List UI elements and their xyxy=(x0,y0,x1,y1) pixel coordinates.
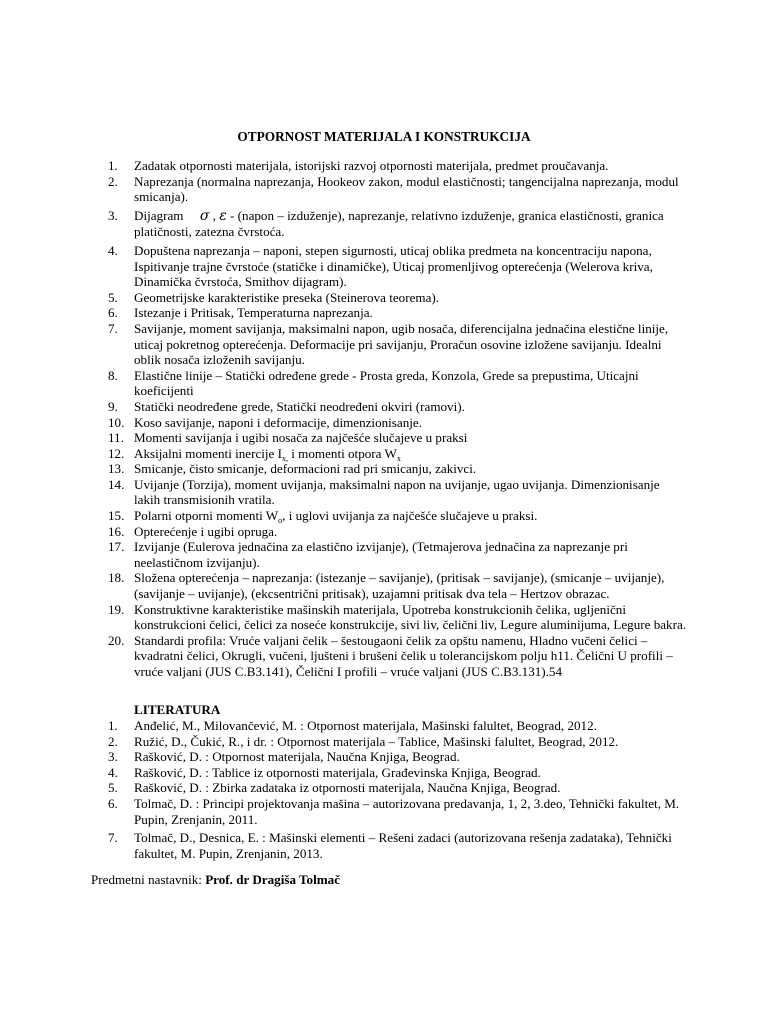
topic-text: Uvijanje (Torzija), moment uvijanja, maksimalni napon na uvijanje, ugao uvijanja. Dimenzionisanje lakih transmisionih vratila. xyxy=(134,476,660,508)
literature-number: 6. xyxy=(108,795,118,811)
topic-text: Standardi profila: Vruće valjani čelik – šestougaoni čelik za opštu namenu, Hladno vučeni čelici – kvadratni čelici, Okrugli, vučeni, ljušteni i brušeni čelik u tolerancijskom polju h11. Čelični U profili – vruće valjani (JUS C.B3.141), Čelični I profili – vruće valjani (JUS C.B3.131).54 xyxy=(134,632,673,679)
teacher-label: Predmetni nastavnik: xyxy=(91,872,206,887)
topic-item xyxy=(108,446,688,462)
topic-text: Dopuštena naprezanja – naponi, stepen sigurnosti, uticaj oblika predmeta na koncentraciju napona, Ispitivanje trajne čvrstoće (statičke i dinamičke), Uticaj promenljivog opterećenja (Welerova kriva, Dinamička čvrstoća, Smithov dijagram). xyxy=(134,242,653,290)
topic-item xyxy=(108,158,688,174)
topic-number: 8. xyxy=(108,367,118,383)
topic-text: Elastične linije – Statički određene grede - Prosta greda, Konzola, Grede sa prepustima, Uticajni koeficijenti xyxy=(134,367,639,399)
topic-text-continued: i momenti otpora W xyxy=(288,445,397,461)
sigma-symbol: σ xyxy=(199,207,210,224)
literature-item xyxy=(108,796,688,827)
literature-item xyxy=(108,718,688,734)
topic-item xyxy=(108,524,688,540)
topic-number: 5. xyxy=(108,289,118,305)
teacher-line xyxy=(91,872,340,888)
topic-number: 13. xyxy=(108,461,125,477)
topic-item xyxy=(108,368,688,399)
topic-text: Opterećenje i ugibi opruga. xyxy=(134,523,278,539)
topic-number: 17. xyxy=(108,539,125,555)
literature-heading: LITERATURA xyxy=(134,702,221,717)
subscript: x, xyxy=(282,453,288,463)
topic-item xyxy=(108,461,688,477)
topic-number: 7. xyxy=(108,320,118,336)
literature-item xyxy=(108,765,688,781)
subscript: o xyxy=(278,516,283,526)
subscript: x xyxy=(396,453,401,463)
topic-text: Geometrijske karakteristike preseka (Steinerova teorema). xyxy=(134,289,440,305)
topic-item xyxy=(108,508,688,524)
topic-text: Izvijanje (Eulerova jednačina za elastično izvijanje), (Tetmajerova jednačina za naprezanje pri neelastičnom izvijanju). xyxy=(134,539,628,570)
topics-list xyxy=(108,158,688,680)
topic-number: 15. xyxy=(108,508,125,524)
topic-item xyxy=(108,174,688,205)
literature-number: 2. xyxy=(108,733,118,749)
topic-number: 2. xyxy=(108,173,118,189)
topic-item xyxy=(108,570,688,601)
topic-text: Naprezanja (normalna naprezanja, Hookeov zakon, modul elastičnosti; tangencijalna naprezanja, modul smicanja). xyxy=(134,173,679,205)
topic-item xyxy=(108,415,688,431)
topic-item xyxy=(108,290,688,306)
topic-text: Smicanje, čisto smicanje, deformacioni rad pri smicanju, zakivci. xyxy=(134,461,477,477)
literature-text: Ružić, D., Čukić, R., i dr. : Otpornost materijala – Tablice, Mašinski falultet, Beograd, 2012. xyxy=(134,733,619,749)
literature-text: Tolmač, D. : Principi projektovanja mašina – autorizovana predavanja, 1, 2, 3.deo, Tehnički fakultet, M. Pupin, Zrenjanin, 2011. xyxy=(134,795,680,827)
topic-number: 4. xyxy=(108,242,118,258)
topic-text-continued: , i uglovi uvijanja za najčešće slučajeve u praksi. xyxy=(282,508,538,524)
topic-text: Koso savijanje, naponi i deformacije, dimenzionisanje. xyxy=(134,414,422,430)
literature-text: Anđelić, M., Milovančević, M. : Otpornost materijala, Mašinski falultet, Beograd, 2012. xyxy=(134,718,597,733)
topic-number: 1. xyxy=(108,158,118,173)
literature-number: 4. xyxy=(108,764,118,780)
literature-item xyxy=(108,749,688,765)
topic-item xyxy=(108,243,688,290)
topic-item xyxy=(108,477,688,508)
topic-item xyxy=(108,321,688,368)
topic-number: 9. xyxy=(108,398,118,414)
topic-item xyxy=(108,430,688,446)
literature-item xyxy=(108,780,688,796)
topic-number: 12. xyxy=(108,445,125,461)
topic-text-continued: - (napon – izduženje), naprezanje, relativno izduženje, granica elastičnosti, granica platičnosti, zatezna čvrstoća. xyxy=(134,207,664,240)
topic-item xyxy=(108,633,688,680)
topic-number: 11. xyxy=(108,430,124,446)
literature-text: Tolmač, D., Desnica, E. : Mašinski elementi – Rešeni zadaci (autorizovana rešenja zadataka), Tehnički fakultet, M. Pupin, Zrenjanin, 2013. xyxy=(134,830,672,861)
epsilon-symbol: ε xyxy=(219,207,227,224)
topic-number: 18. xyxy=(108,570,125,586)
symbol-separator: , xyxy=(212,207,216,223)
topic-text: Polarni otporni momenti W xyxy=(134,508,279,524)
topic-number: 10. xyxy=(108,414,125,430)
document-title: OTPORNOST MATERIJALA I KONSTRUKCIJA xyxy=(237,129,531,144)
topic-number: 19. xyxy=(108,601,125,617)
topic-item xyxy=(108,208,688,240)
topic-number: 3. xyxy=(108,207,118,223)
literature-text: Rašković, D. : Otpornost materijala, Naučna Knjiga, Beograd. xyxy=(134,749,460,765)
literature-number: 5. xyxy=(108,780,118,796)
topic-item xyxy=(108,305,688,321)
literature-item xyxy=(108,830,688,861)
literature-number: 7. xyxy=(108,830,118,846)
literature-text: Rašković, D. : Tablice iz otpornosti materijala, Građevinska Knjiga, Beograd. xyxy=(134,764,541,780)
literature-number: 3. xyxy=(108,749,118,765)
literature-text: Rašković, D. : Zbirka zadataka iz otpornosti materijala, Naučna Knjiga, Beograd. xyxy=(134,780,561,796)
teacher-name: Prof. dr Dragiša Tolmač xyxy=(205,872,341,887)
topic-number: 14. xyxy=(108,476,125,492)
topic-text: Složena opterećenja – naprezanja: (istezanje – savijanje), (pritisak – savijanje), (smicanje – uvijanje), (savijanje – uvijanje), (ekcsentrični pritisak), uzajamni pritisak dva tela – Hertzov obrazac. xyxy=(134,570,665,602)
topic-text: Savijanje, moment savijanja, maksimalni napon, ugib nosača, diferencijalna jednačina elestične linije, uticaj pokretnog opterećenja. Deformacije pri savijanju, Proračun osovine izložene savijanju. Idealni oblik nosača izloženih savijanju. xyxy=(134,320,669,368)
topic-item xyxy=(108,602,688,633)
topic-text: Statički neodređene grede, Statički neodređeni okviri (ramovi). xyxy=(134,398,465,414)
topic-number: 20. xyxy=(108,632,125,648)
literature-number: 1. xyxy=(108,718,118,733)
topic-text: Momenti savijanja i ugibi nosača za najčešće slučajeve u praksi xyxy=(134,430,468,446)
topic-number: 16. xyxy=(108,523,125,539)
topic-text: Istezanje i Pritisak, Temperaturna naprezanja. xyxy=(134,305,373,321)
topic-item xyxy=(108,399,688,415)
topic-text: Aksijalni momenti inercije I xyxy=(134,445,282,461)
topic-text: Zadatak otpornosti materijala, istorijski razvoj otpornosti materijala, predmet proučavanja. xyxy=(134,158,609,173)
literature-item xyxy=(108,734,688,750)
topic-text: Dijagram xyxy=(134,207,184,223)
literature-list xyxy=(108,718,688,861)
topic-number: 6. xyxy=(108,305,118,321)
topic-text: Konstruktivne karakteristike mašinskih materijala, Upotreba konstrukcionih čelika, ugljenični konstrukcioni čelici, čelici za noseće konstrukcije, sivi liv, čelični liv, Legure aluminijuma, Legure bakra. xyxy=(134,601,687,633)
topic-item xyxy=(108,539,688,570)
